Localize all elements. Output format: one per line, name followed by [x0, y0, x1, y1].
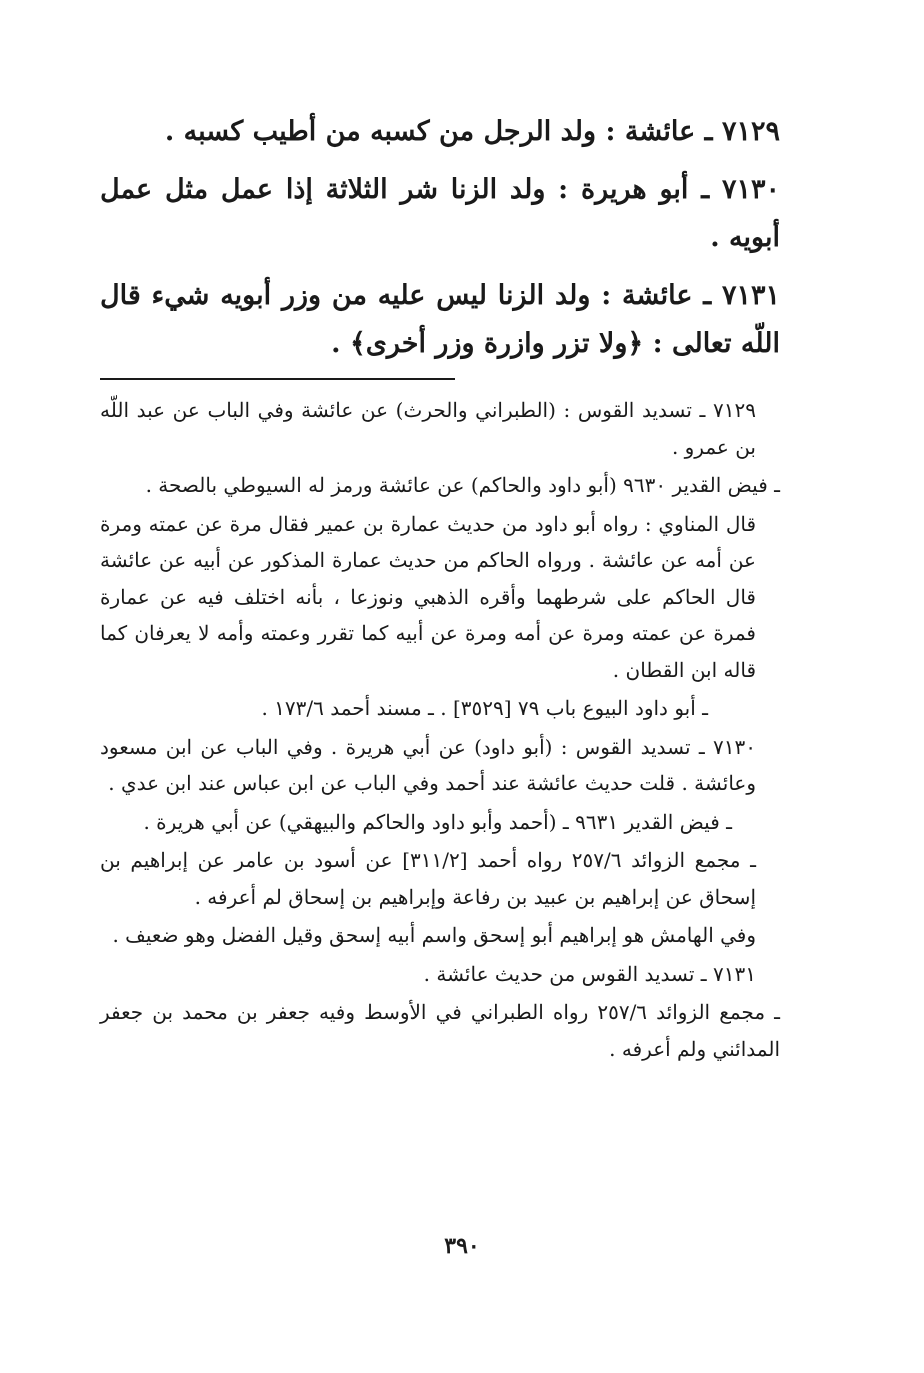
footnote-paragraph: ٧١٣١ ـ تسديد القوس من حديث عائشة .: [423, 961, 756, 986]
footnote-paragraph: قال المناوي : رواه أبو داود من حديث عمارة بن عمير فقال مرة عن عمته ومرة عن أمه عن عائشة . ورواه الحاكم من حديث عمارة المذكور عن أبيه عن عائشة قال الحاكم على شرطهما وأقره الذهبي ونوزعا ، بأنه اختلف فيه عن عمارة فمرة عن عمته ومرة عن أمه ومرة عن أبيه كما تقرر وعمته وأمه لا يعرفان كما قاله ابن القطان .: [100, 511, 757, 682]
hadith-text: ولد الزنا ليس عليه من وزر أبويه شيء قال اللّه تعالى :: [100, 280, 780, 359]
footnote-paragraph: ـ أبو داود البيوع باب ٧٩ [٣٥٢٩] . ـ مسند أحمد ١٧٣/٦ .: [261, 696, 708, 720]
dash: ـ: [692, 280, 712, 311]
hadith-narrator: عائشة: [622, 280, 693, 311]
hadith-7131: [100, 272, 780, 368]
hadith-narrator: أبو هريرة: [580, 174, 689, 205]
hadith-7129: [100, 108, 780, 156]
footnote-paragraph: ٧١٣٠ ـ تسديد القوس : (أبو داود) عن أبي هريرة . وفي الباب عن ابن مسعود وعائشة . قلت حديث عائشة عند أحمد وفي الباب عن ابن عباس عند ابن عدي .: [100, 734, 756, 795]
hadith-number: ٧١٣٠: [721, 174, 780, 205]
footnote-separator: [100, 378, 455, 380]
footnote-paragraph: ـ مجمع الزوائد ٢٥٧/٦ رواه الطبراني في الأوسط وفيه جعفر بن محمد بن جعفر المدائني ولم أعرفه .: [100, 1000, 780, 1061]
page-content: [100, 108, 780, 1069]
quran-verse: ﴿ولا تزر وازرة وزر أخرى﴾ .: [331, 328, 644, 359]
colon: :: [596, 116, 625, 147]
footnote-paragraph: ـ مجمع الزوائد ٢٥٧/٦ رواه أحمد [٣١١/٢] عن أسود بن عامر عن إبراهيم بن إسحاق عن إبراهيم بن عبيد بن رفاعة وإبراهيم بن إسحاق لم أعرفه .: [100, 848, 756, 909]
dash: ـ: [688, 174, 710, 205]
hadith-number: ٧١٢٩: [721, 116, 780, 147]
footnote-paragraph: ـ فيض القدير ٩٦٣١ ـ (أحمد وأبو داود والحاكم والبيهقي) عن أبي هريرة .: [143, 809, 732, 834]
page-number: ٣٩٠: [444, 1233, 480, 1259]
hadith-text: ولد الرجل من كسبه من أطيب كسبه .: [164, 116, 597, 147]
footnote-paragraph: ٧١٢٩ ـ تسديد القوس : (الطبراني والحرث) عن عائشة وفي الباب عن عبد اللّه بن عمرو .: [100, 398, 756, 459]
hadith-narrator: عائشة: [624, 116, 696, 147]
footnote-paragraph: وفي الهامش هو إبراهيم أبو إسحق واسم أبيه إسحق وقيل الفضل وهو ضعيف .: [112, 923, 756, 947]
footnote-paragraph: ـ فيض القدير ٩٦٣٠ (أبو داود والحاكم) عن عائشة ورمز له السيوطي بالصحة .: [145, 473, 780, 497]
dash: ـ: [695, 116, 713, 147]
colon: :: [590, 280, 623, 311]
colon: :: [545, 174, 581, 205]
hadith-text: ولد الزنا شر الثلاثة إذا عمل مثل عمل أبويه .: [100, 174, 780, 253]
hadith-7130: [100, 166, 780, 262]
hadith-number: ٧١٣١: [721, 280, 780, 311]
